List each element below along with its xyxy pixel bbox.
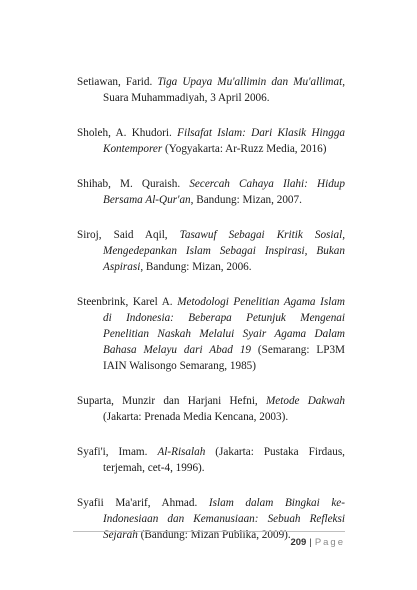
page-number: 209 xyxy=(290,537,307,548)
entry-title: Islam dalam Bingkai ke-Indonesiaan dan Kemanusiaan: Sebuah Refleksi Sejarah xyxy=(103,497,345,541)
bibliography-entry xyxy=(77,227,345,275)
entry-publication: , Bandung: Mizan, 2006. xyxy=(140,261,252,273)
entry-author: Setiawan, Farid. xyxy=(77,76,158,88)
entry-author: Sholeh, A. Khudori. xyxy=(77,127,178,139)
entry-publication: , Bandung: Mizan, 2007. xyxy=(190,194,302,206)
footer-separator: | xyxy=(309,537,312,548)
entry-publication: (Jakarta: Prenada Media Kencana, 2003). xyxy=(103,411,289,423)
entry-author: Syafii Ma'arif, Ahmad. xyxy=(77,497,209,509)
entry-author: Syafi'i, Imam. xyxy=(77,446,158,458)
bibliography-entry xyxy=(77,444,345,476)
page-footer xyxy=(290,537,345,548)
entry-title: Al-Risalah xyxy=(157,446,206,458)
bibliography-entry xyxy=(77,74,345,106)
bibliography-entry xyxy=(77,393,345,425)
entry-title: Metodologi Penelitian Agama Islam di Indonesia: Beberapa Petunjuk Mengenai Penelitian Naskah Melalui Syair Agama Dalam Bahasa Melayu dari Abad 19 xyxy=(103,296,345,356)
bibliography-entry xyxy=(77,176,345,208)
entry-author: Shihab, M. Quraish. xyxy=(77,178,190,190)
entry-title: Tasawuf Sebagai Kritik Sosial, Mengedepankan Islam Sebagai Inspirasi, Bukan Aspirasi xyxy=(103,229,345,273)
bibliography-list xyxy=(77,74,345,562)
entry-publication: (Semarang: LP3M IAIN Walisongo Semarang, 1985) xyxy=(103,344,346,372)
entry-title: Metode Dakwah xyxy=(265,395,346,407)
entry-publication: (Yogyakarta: Ar-Ruzz Media, 2016) xyxy=(162,143,327,155)
entry-publication: (Bandung: Mizan Publika, 2009). xyxy=(137,529,291,541)
footer-divider xyxy=(73,531,345,532)
entry-author: Steenbrink, Karel A. xyxy=(77,296,178,308)
entry-title: Tiga Upaya Mu'allimin dan Mu'allimat xyxy=(157,76,343,88)
entry-publication: , Suara Muhammadiyah, 3 April 2006. xyxy=(103,76,345,104)
entry-title: Filsafat Islam: Dari Klasik Hingga Kontemporer xyxy=(103,127,346,155)
bibliography-entry xyxy=(77,294,345,374)
entry-title: Secercah Cahaya Ilahi: Hidup Bersama Al-Qur'an xyxy=(103,178,345,206)
bibliography-entry xyxy=(77,495,345,543)
entry-author: Suparta, Munzir dan Harjani Hefni, xyxy=(77,395,266,407)
entry-publication: (Jakarta: Pustaka Firdaus, terjemah, cet-4, 1996). xyxy=(103,446,345,474)
page-label: Page xyxy=(314,537,345,548)
entry-author: Siroj, Said Aqil, xyxy=(77,229,180,241)
bibliography-entry xyxy=(77,125,345,157)
